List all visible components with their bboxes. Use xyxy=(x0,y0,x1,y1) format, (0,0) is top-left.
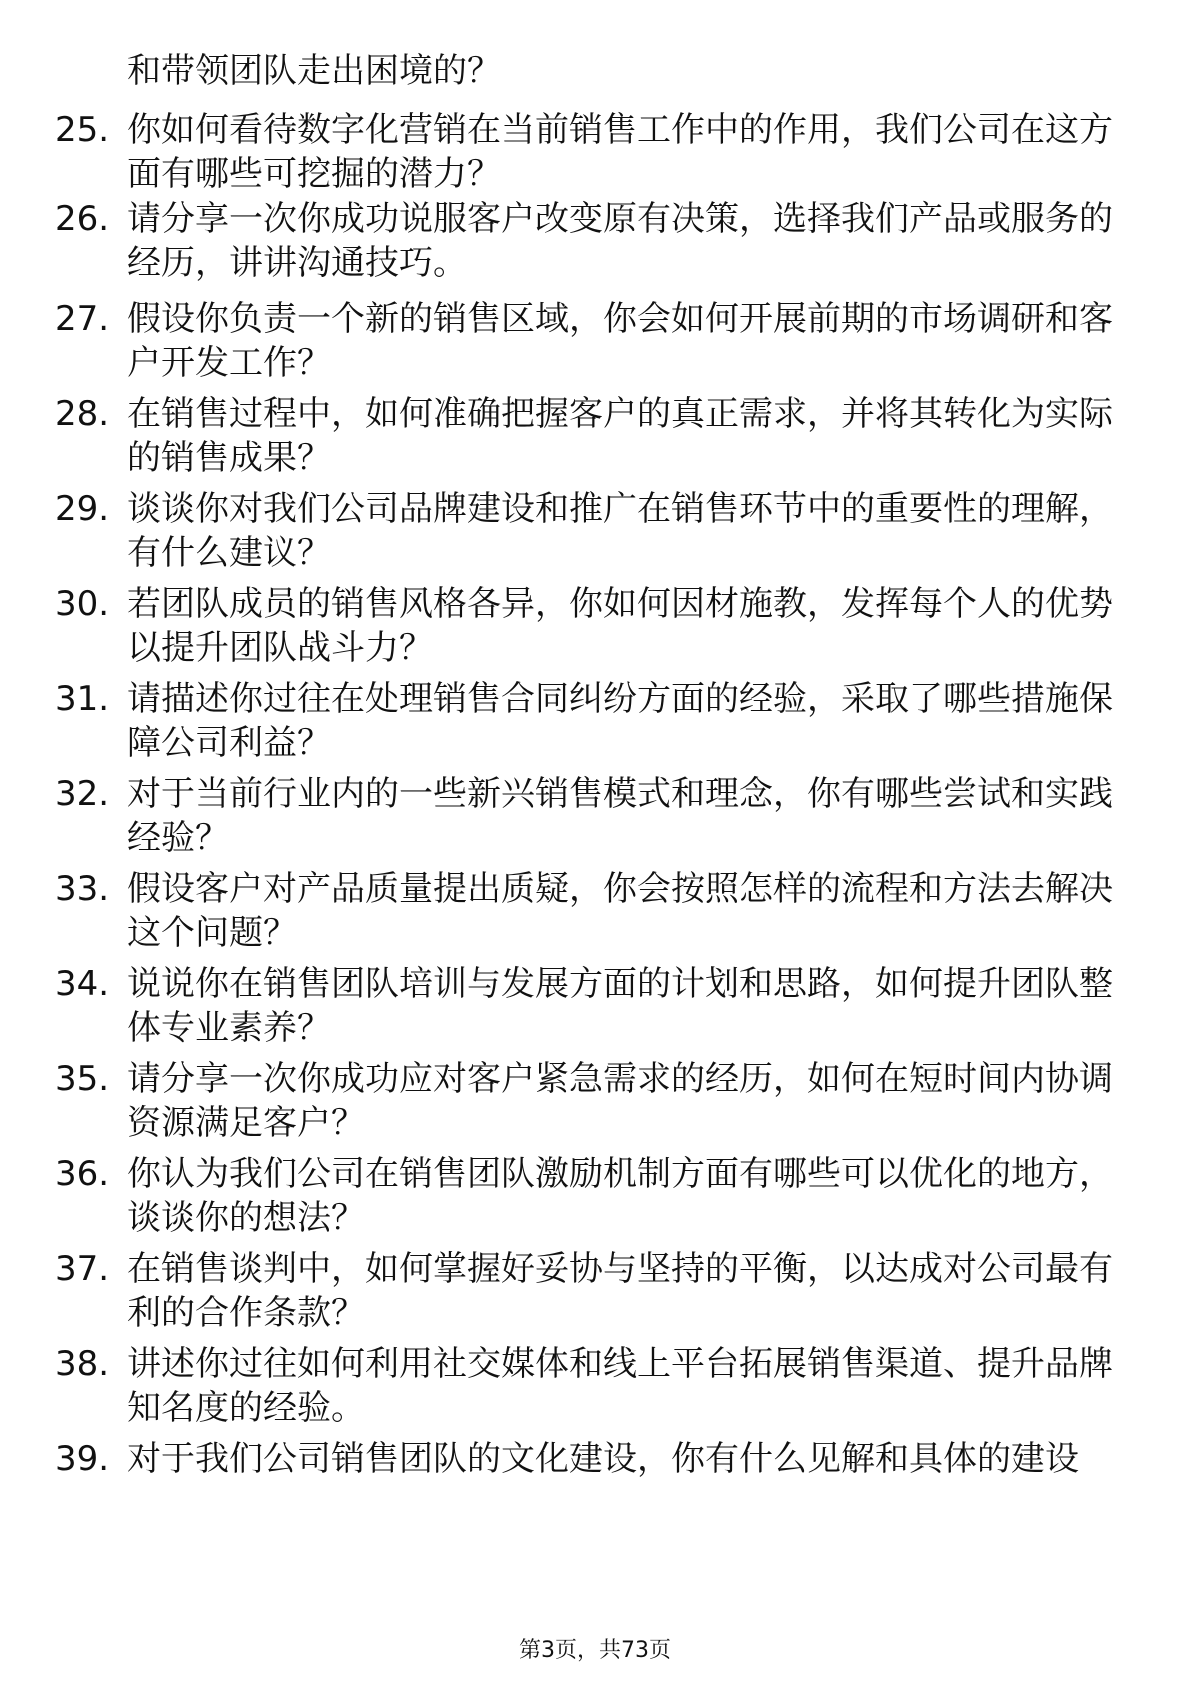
question-number: 30. xyxy=(55,584,110,624)
question-text: 请描述你过往在处理销售合同纠纷方面的经验，采取了哪些措施保障公司利益？ xyxy=(127,679,1113,763)
page-footer: 第3页，共73页 xyxy=(519,1638,671,1663)
question-number: 28. xyxy=(55,394,110,434)
question-text: 说说你在销售团队培训与发展方面的计划和思路，如何提升团队整体专业素养？ xyxy=(127,964,1113,1048)
continuation-text: 和带领团队走出困境的？ xyxy=(127,51,501,91)
question-number: 26. xyxy=(55,199,110,239)
question-text: 若团队成员的销售风格各异，你如何因材施教，发挥每个人的优势以提升团队战斗力？ xyxy=(127,584,1113,668)
question-text: 在销售谈判中，如何掌握好妥协与坚持的平衡，以达成对公司最有利的合作条款？ xyxy=(127,1249,1113,1333)
question-text: 你如何看待数字化营销在当前销售工作中的作用，我们公司在这方面有哪些可挖掘的潜力？ xyxy=(127,110,1113,194)
question-text: 请分享一次你成功说服客户改变原有决策，选择我们产品或服务的经历，讲讲沟通技巧。 xyxy=(127,199,1113,283)
question-number: 32. xyxy=(55,774,110,814)
question-number: 27. xyxy=(55,299,110,339)
question-text: 对于我们公司销售团队的文化建设，你有什么见解和具体的建设 xyxy=(127,1439,1079,1479)
question-number: 31. xyxy=(55,679,110,719)
question-number: 37. xyxy=(55,1249,110,1289)
question-text: 在销售过程中，如何准确把握客户的真正需求，并将其转化为实际的销售成果？ xyxy=(127,394,1113,478)
question-text: 讲述你过往如何利用社交媒体和线上平台拓展销售渠道、提升品牌知名度的经验。 xyxy=(127,1344,1113,1428)
question-number: 33. xyxy=(55,869,110,909)
question-number: 35. xyxy=(55,1059,110,1099)
question-number: 39. xyxy=(55,1439,110,1479)
question-number: 38. xyxy=(55,1344,110,1384)
question-number: 36. xyxy=(55,1154,110,1194)
question-text: 你认为我们公司在销售团队激励机制方面有哪些可以优化的地方，谈谈你的想法？ xyxy=(127,1154,1113,1238)
question-number: 34. xyxy=(55,964,110,1004)
question-number: 25. xyxy=(55,110,110,150)
question-text: 假设客户对产品质量提出质疑，你会按照怎样的流程和方法去解决这个问题？ xyxy=(127,869,1113,953)
question-text: 假设你负责一个新的销售区域，你会如何开展前期的市场调研和客户开发工作？ xyxy=(127,299,1113,383)
question-text: 对于当前行业内的一些新兴销售模式和理念，你有哪些尝试和实践经验？ xyxy=(127,774,1113,858)
question-number: 29. xyxy=(55,489,110,529)
question-text: 谈谈你对我们公司品牌建设和推广在销售环节中的重要性的理解，有什么建议？ xyxy=(127,489,1113,573)
question-text: 请分享一次你成功应对客户紧急需求的经历，如何在短时间内协调资源满足客户？ xyxy=(127,1059,1113,1143)
